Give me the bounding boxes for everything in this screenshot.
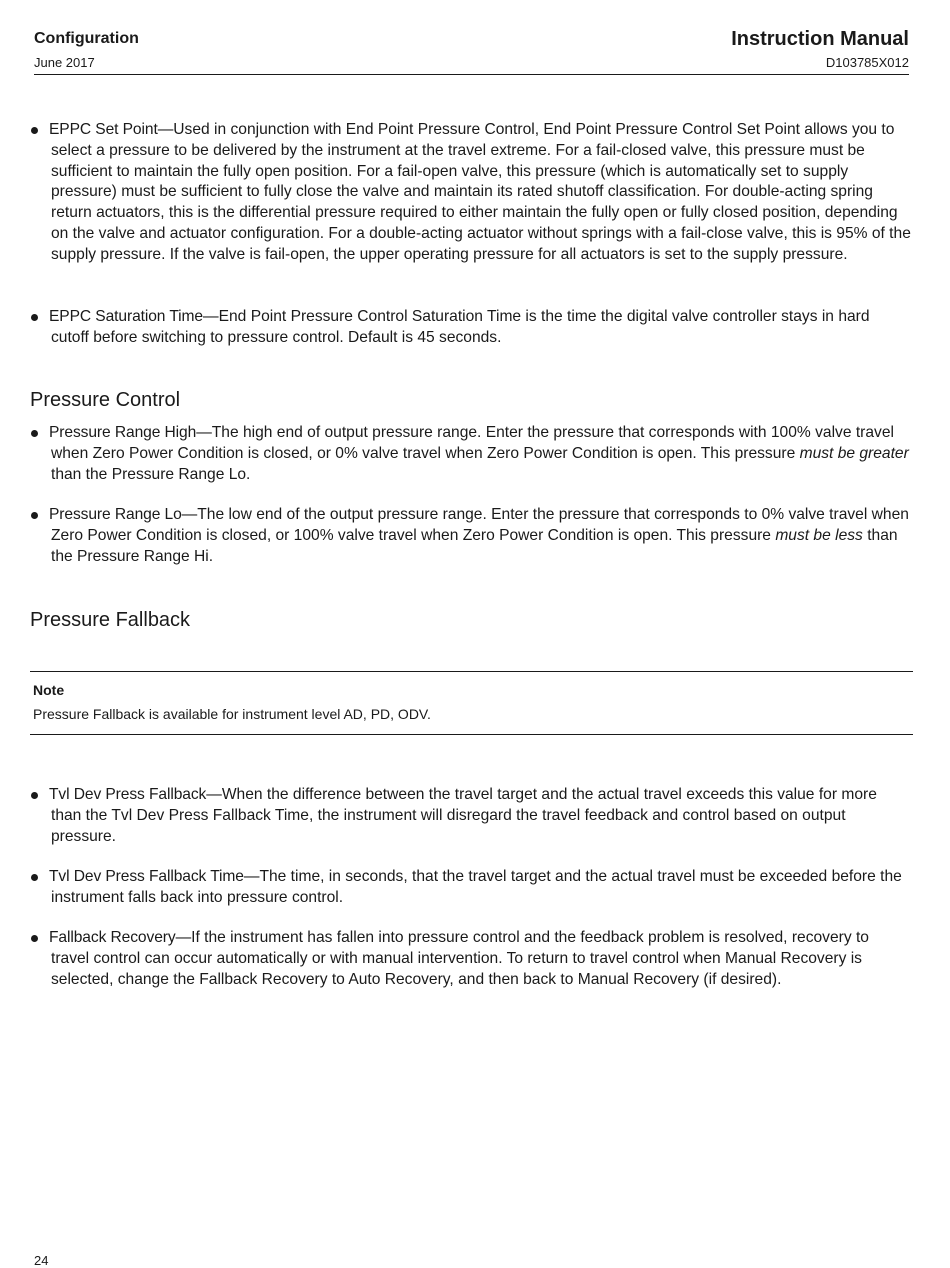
definition-end: than the Pressure Range Hi. [51, 526, 898, 565]
bullet-icon [31, 935, 38, 942]
page-number: 24 [34, 1253, 49, 1268]
list-item-tvl-dev-press-fallback [31, 785, 911, 847]
definition: —When the difference between the travel target and the actual travel exceeds this value for more than the Tvl Dev Press Fallback Time, the instrument will disregard the travel feedback and control based on output pressure. [51, 786, 877, 845]
list-item-eppc-set-point [31, 120, 911, 266]
note-box [30, 671, 913, 735]
list-item-fallback-recovery [31, 928, 911, 990]
emphasis: must be less [775, 526, 863, 544]
term: Tvl Dev Press Fallback Time [49, 868, 244, 885]
publication-date: June 2017 [34, 55, 95, 70]
term: Pressure Range High [49, 424, 197, 441]
bullet-icon [31, 792, 38, 799]
term: Tvl Dev Press Fallback [49, 786, 207, 803]
bullet-icon [31, 127, 38, 134]
term: EPPC Set Point [49, 121, 158, 138]
definition-end: than the Pressure Range Lo. [51, 465, 251, 483]
term: EPPC Saturation Time [49, 308, 204, 325]
definition: —The time, in seconds, that the travel target and the actual travel must be exceeded before the instrument falls back into pressure control. [51, 868, 902, 906]
definition: —Used in conjunction with End Point Pressure Control, End Point Pressure Control Set Point allows you to select a pressure to be delivered by the instrument at the travel extreme. For a fail-closed valve, this pressure must be sufficient to maintain the fully open position. For a fail-open valve, this pressure (which is automatically set to supply pressure) must be sufficient to fully close the valve and maintain its rated shutoff classification. For double-acting spring return actuators, this is the differential pressure required to either maintain the fully open or fully closed position, depending on the valve and actuator configuration. For a double-acting actuator without springs with a fail-close valve, this is 95% of the supply pressure. If the valve is fail-open, the upper operating pressure for all actuators is set to the supply pressure. [51, 121, 911, 263]
note-body: Pressure Fallback is available for instrument level AD, PD, ODV. [33, 706, 431, 722]
bullet-icon [31, 430, 38, 437]
term: Fallback Recovery [49, 929, 176, 946]
term: Pressure Range Lo [49, 506, 182, 523]
manual-title: Instruction Manual [731, 28, 909, 50]
section-heading-pressure-control: Pressure Control [30, 389, 181, 411]
list-item-tvl-dev-press-fallback-time [31, 867, 911, 909]
note-title: Note [33, 682, 65, 698]
list-item-pressure-range-lo [31, 505, 911, 567]
definition: —If the instrument has fallen into pressure control and the feedback problem is resolved, recovery to travel control can occur automatically or with manual intervention. To return to travel control when Manual Recovery is selected, change the Fallback Recovery to Auto Recovery, and then back to Manual Recovery (if desired). [51, 929, 869, 988]
definition: —The low end of the output pressure range. Enter the pressure that corresponds to 0% valve travel when Zero Power Condition is closed, or 100% valve travel when Zero Power Condition is open. This pressure [51, 506, 909, 544]
emphasis: must be greater [799, 444, 909, 462]
bullet-icon [31, 314, 38, 321]
document-number: D103785X012 [825, 55, 909, 70]
definition: —End Point Pressure Control Saturation Time is the time the digital valve controller stays in hard cutoff before switching to pressure control. Default is 45 seconds. [51, 308, 870, 346]
page-header [34, 28, 909, 75]
section-title: Configuration [34, 30, 139, 47]
definition: —The high end of output pressure range. Enter the pressure that corresponds with 100% valve travel when Zero Power Condition is closed, or 0% valve travel when Zero Power Condition is open. This pressure [51, 424, 894, 462]
list-item-eppc-saturation-time [31, 307, 911, 349]
list-item-pressure-range-high [31, 423, 911, 485]
section-heading-pressure-fallback: Pressure Fallback [30, 609, 191, 631]
bullet-icon [31, 512, 38, 519]
bullet-icon [31, 874, 38, 881]
